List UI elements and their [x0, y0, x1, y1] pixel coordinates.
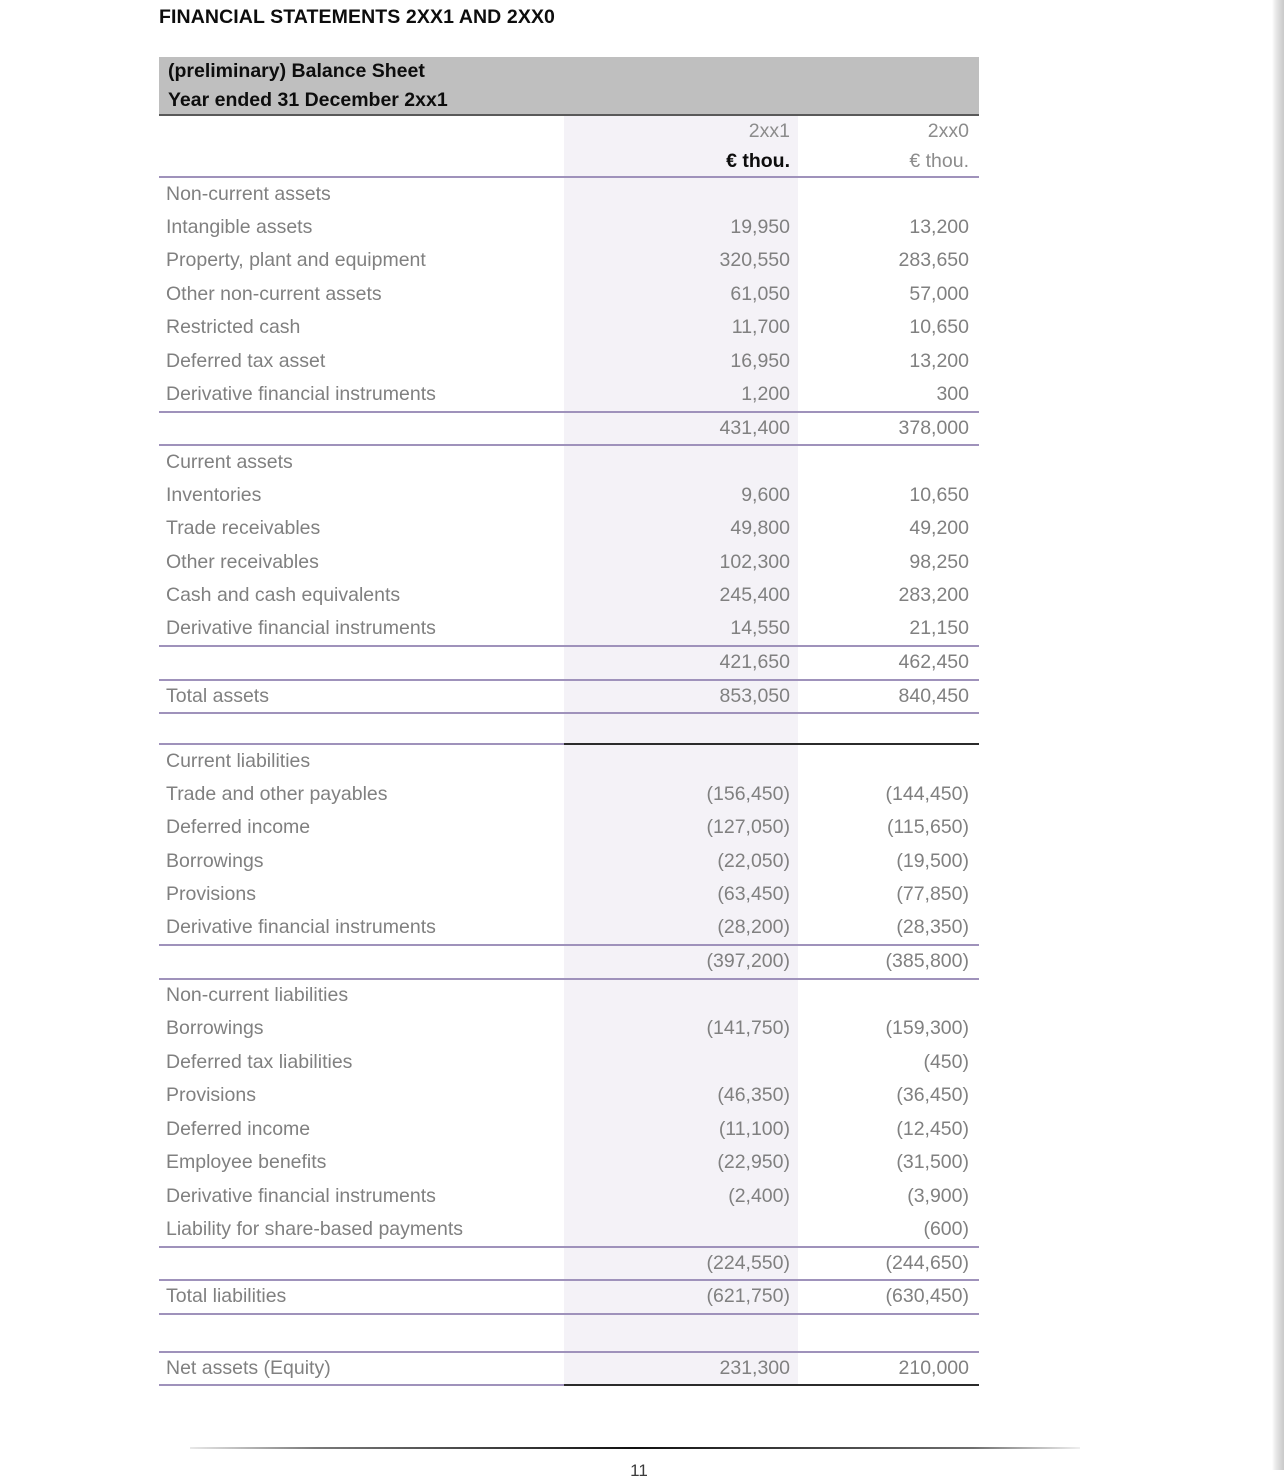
statement-heading-line2: Year ended 31 December 2xx1: [159, 86, 564, 115]
total-liabilities-current: (621,750): [564, 1280, 798, 1314]
net-assets-prior: 210,000: [798, 1352, 979, 1386]
row-label: Deferred income: [166, 1117, 311, 1140]
row-value-prior: (36,450): [896, 1084, 969, 1107]
row-value-prior: (144,450): [885, 782, 969, 805]
page-title: FINANCIAL STATEMENTS 2XX1 AND 2XX0: [159, 6, 555, 28]
row-label: Derivative financial instruments: [166, 916, 436, 939]
statement-heading-spacer-y1: [564, 57, 798, 86]
row-label: Other non-current assets: [166, 282, 382, 305]
table-row: [159, 1213, 979, 1247]
row-value-current: 320,550: [564, 244, 798, 278]
subtotal-label: [159, 1247, 564, 1281]
row-value-prior: 57,000: [909, 282, 969, 305]
row-value-prior: 300: [936, 382, 969, 405]
table-row: [159, 479, 979, 513]
subtotal-value-current: 431,400: [564, 412, 798, 446]
statement-heading-spacer2-y0: [798, 86, 979, 115]
row-label: Derivative financial instruments: [166, 1184, 436, 1207]
column-header-unit-prior: € thou.: [798, 146, 979, 177]
table-row: [159, 546, 979, 580]
table-row: [159, 512, 979, 546]
row-value-current: (141,750): [564, 1012, 798, 1046]
table-row: [159, 1012, 979, 1046]
subtotal-value-prior: 378,000: [798, 412, 979, 446]
row-value-prior: (600): [923, 1217, 969, 1240]
column-header-year-current: 2xx1: [564, 115, 798, 146]
row-value-prior: (31,500): [896, 1151, 969, 1174]
row-value-current: (11,100): [564, 1113, 798, 1147]
row-value-prior: 13,200: [909, 215, 969, 238]
table-row: [159, 579, 979, 613]
table-row: [159, 912, 979, 946]
document-right-edge: [1272, 0, 1284, 1470]
column-header-unit-blank: [159, 146, 564, 177]
total-assets-prior: 840,450: [798, 680, 979, 714]
total-assets-label: Total assets: [159, 680, 564, 714]
row-value-prior: 49,200: [909, 517, 969, 540]
row-label: Deferred tax asset: [166, 349, 326, 372]
table-row: [159, 613, 979, 647]
subtotal-label: [159, 412, 564, 446]
column-header-label-blank: [159, 115, 564, 146]
subtotal-row-non-current-liabilities: [159, 1247, 979, 1281]
row-value-prior: (28,350): [896, 916, 969, 939]
row-value-current: [564, 1046, 798, 1080]
row-value-prior: 10,650: [909, 316, 969, 339]
section-header-y0: [798, 979, 979, 1013]
row-value-prior: 10,650: [909, 483, 969, 506]
column-header-year-row: [159, 115, 979, 146]
table-row: [159, 1146, 979, 1180]
row-value-current: [564, 1213, 798, 1247]
subtotal-value-current: (224,550): [564, 1247, 798, 1281]
spacer-row-after-total-assets: [159, 713, 979, 744]
section-header-non-current-assets: [159, 177, 979, 211]
row-value-current: 102,300: [564, 546, 798, 580]
section-header-y1: [564, 177, 798, 211]
row-value-prior: 283,200: [898, 584, 969, 607]
section-header-current-liabilities: [159, 744, 979, 778]
statement-heading-row-1: [159, 57, 979, 86]
row-value-prior: 98,250: [909, 550, 969, 573]
subtotal-value-prior: (385,800): [798, 945, 979, 979]
row-label: Inventories: [166, 483, 262, 506]
row-label: Other receivables: [166, 550, 319, 573]
section-title: Non-current liabilities: [166, 984, 349, 1007]
row-value-prior: (3,900): [907, 1184, 969, 1207]
row-value-prior: 21,150: [909, 617, 969, 640]
row-label: Provisions: [166, 1084, 256, 1107]
row-label: Borrowings: [166, 849, 264, 872]
row-value-current: 9,600: [564, 479, 798, 513]
table-row: [159, 244, 979, 278]
row-value-prior: (12,450): [896, 1117, 969, 1140]
row-label: Employee benefits: [166, 1151, 327, 1174]
row-value-prior: (77,850): [896, 883, 969, 906]
row-label: Derivative financial instruments: [166, 617, 436, 640]
row-value-current: (63,450): [564, 878, 798, 912]
row-value-prior: (450): [923, 1050, 969, 1073]
spacer-y1: [564, 713, 798, 744]
row-value-current: (22,050): [564, 845, 798, 879]
statement-heading-spacer-y0: [798, 57, 979, 86]
row-value-current: (2,400): [564, 1180, 798, 1214]
row-value-current: (22,950): [564, 1146, 798, 1180]
table-row: [159, 1180, 979, 1214]
row-label: Trade and other payables: [166, 782, 388, 805]
balance-sheet-table: [159, 57, 979, 1386]
row-label: Restricted cash: [166, 316, 301, 339]
subtotal-value-current: 421,650: [564, 646, 798, 680]
net-assets-label: Net assets (Equity): [159, 1352, 564, 1386]
total-liabilities-prior: (630,450): [798, 1280, 979, 1314]
row-label: Deferred income: [166, 816, 311, 839]
subtotal-row-non-current-assets: [159, 412, 979, 446]
section-header-y1: [564, 979, 798, 1013]
spacer-label: [159, 713, 564, 744]
table-row: [159, 211, 979, 245]
total-liabilities-label: Total liabilities: [159, 1280, 564, 1314]
section-header-current-assets: [159, 445, 979, 479]
table-row: [159, 1046, 979, 1080]
subtotal-value-current: (397,200): [564, 945, 798, 979]
row-value-current: (46,350): [564, 1079, 798, 1113]
footer-separator: [190, 1447, 1080, 1449]
row-value-current: 61,050: [564, 278, 798, 312]
table-row: [159, 345, 979, 379]
row-value-current: 11,700: [564, 311, 798, 345]
row-value-current: (156,450): [564, 778, 798, 812]
table-row: [159, 1079, 979, 1113]
section-header-non-current-liabilities: [159, 979, 979, 1013]
subtotal-row-current-assets: [159, 646, 979, 680]
row-label: Derivative financial instruments: [166, 382, 436, 405]
row-value-current: 16,950: [564, 345, 798, 379]
table-row: [159, 278, 979, 312]
row-value-current: 14,550: [564, 613, 798, 647]
row-value-prior: (19,500): [896, 849, 969, 872]
row-value-current: (28,200): [564, 912, 798, 946]
statement-heading-row-2: [159, 86, 979, 115]
table-row: [159, 311, 979, 345]
total-assets-row: [159, 680, 979, 714]
row-value-current: 245,400: [564, 579, 798, 613]
row-value-prior: (115,650): [886, 816, 969, 839]
section-title: Current assets: [166, 450, 293, 473]
spacer-y1: [564, 1314, 798, 1352]
row-label: Cash and cash equivalents: [166, 584, 401, 607]
table-row: [159, 778, 979, 812]
column-header-unit-current: € thou.: [564, 146, 798, 177]
column-header-unit-row: [159, 146, 979, 177]
spacer-y0: [798, 1314, 979, 1352]
subtotal-value-prior: (244,650): [798, 1247, 979, 1281]
row-value-current: 1,200: [564, 378, 798, 412]
section-title: Non-current assets: [166, 182, 331, 205]
row-label: Deferred tax liabilities: [166, 1050, 353, 1073]
net-assets-row: [159, 1352, 979, 1386]
section-header-y1: [564, 445, 798, 479]
row-label: Property, plant and equipment: [166, 249, 426, 272]
spacer-y0: [798, 713, 979, 744]
section-header-y1: [564, 744, 798, 778]
section-header-y0: [798, 744, 979, 778]
row-label: Borrowings: [166, 1017, 264, 1040]
column-header-year-prior: 2xx0: [927, 119, 969, 142]
row-label: Intangible assets: [166, 215, 313, 238]
row-label: Provisions: [166, 883, 256, 906]
section-header-y0: [798, 177, 979, 211]
table-row: [159, 811, 979, 845]
statement-heading-spacer2-y1: [564, 86, 798, 115]
subtotal-row-current-liabilities: [159, 945, 979, 979]
row-value-current: (127,050): [564, 811, 798, 845]
table-row: [159, 845, 979, 879]
subtotal-label: [159, 646, 564, 680]
row-value-prior: 283,650: [898, 249, 969, 272]
row-value-current: 49,800: [564, 512, 798, 546]
statement-heading-line1: (preliminary) Balance Sheet: [159, 57, 564, 86]
row-value-current: 19,950: [564, 211, 798, 245]
subtotal-value-prior: 462,450: [798, 646, 979, 680]
table-row: [159, 878, 979, 912]
table-row: [159, 378, 979, 412]
subtotal-label: [159, 945, 564, 979]
section-title: Current liabilities: [166, 749, 311, 772]
spacer-label: [159, 1314, 564, 1352]
total-liabilities-row: [159, 1280, 979, 1314]
section-header-y0: [798, 445, 979, 479]
row-label: Trade receivables: [166, 517, 321, 540]
net-assets-current: 231,300: [564, 1352, 798, 1386]
row-value-prior: (159,300): [885, 1017, 969, 1040]
row-value-prior: 13,200: [909, 349, 969, 372]
page-number: 11: [630, 1461, 648, 1480]
row-label: Liability for share-based payments: [166, 1217, 463, 1240]
total-assets-current: 853,050: [564, 680, 798, 714]
table-row: [159, 1113, 979, 1147]
spacer-row-before-net-assets: [159, 1314, 979, 1352]
